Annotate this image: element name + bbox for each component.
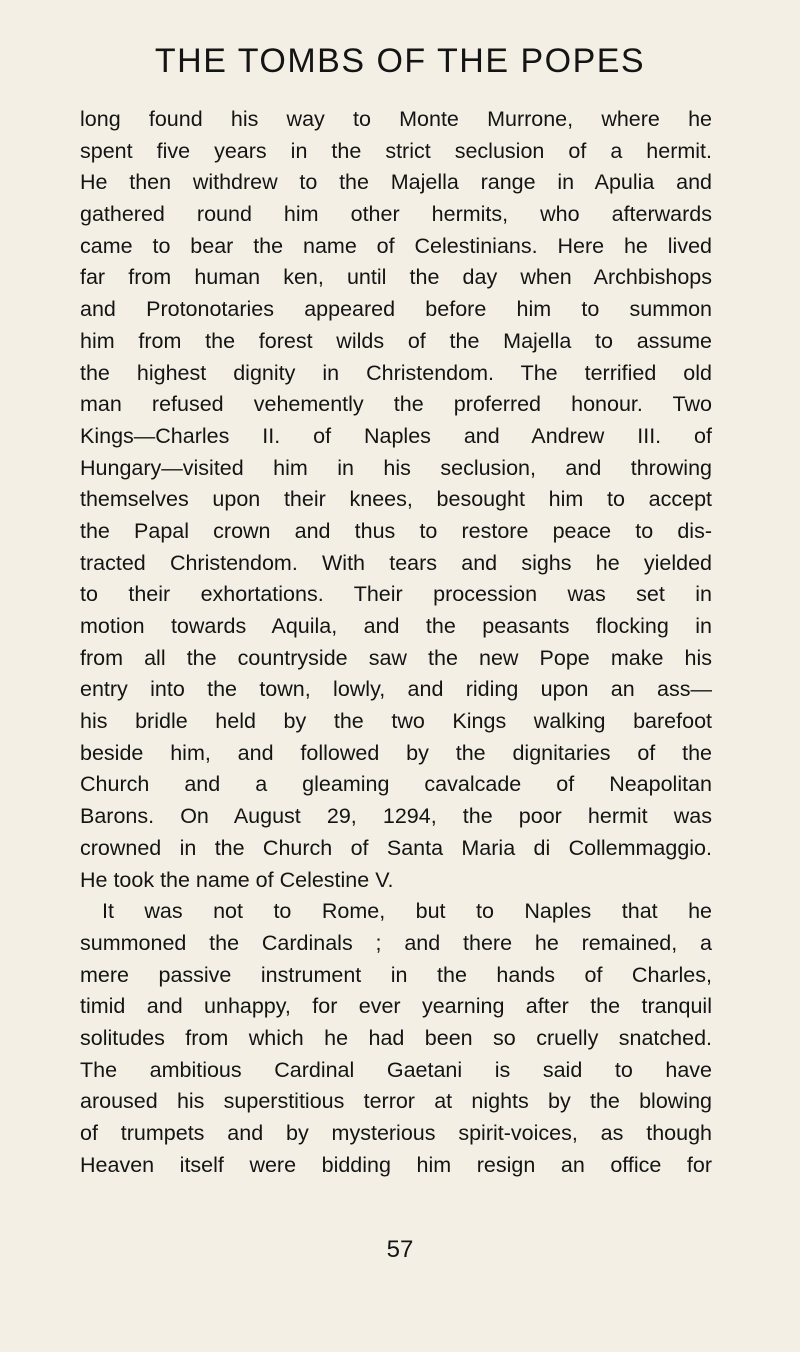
text-line: The ambitious Cardinal Gaetani is said to have [80,1057,712,1082]
text-line: Kings—Charles II. of Naples and Andrew III. of [80,423,712,448]
text-line: of trumpets and by mysterious spirit-voices, as though [80,1121,712,1145]
text-line: entry into the town, lowly, and riding upon an ass— [80,677,712,702]
body-text [80,104,712,1181]
text-line: came to bear the name of Celestinians. Here he lived [80,233,712,258]
running-head: THE TOMBS OF THE POPES [154,42,646,80]
text-line: long found his way to Monte Murrone, where he [80,107,712,131]
text-line: crowned in the Church of Santa Maria di Collemmaggio. [80,835,712,860]
text-line: gathered round him other hermits, who afterwards [80,202,712,227]
text-line: solitudes from which he had been so cruelly snatched. [80,1025,712,1050]
text-line: Church and a gleaming cavalcade of Neapolitan [80,772,712,797]
text-line: his bridle held by the two Kings walking barefoot [80,709,712,734]
text-line: from all the countryside saw the new Pope make his [80,645,712,670]
text-line: and Protonotaries appeared before him to summon [80,297,712,322]
page-number: 57 [386,1236,414,1263]
text-line: the highest dignity in Christendom. The terrified old [80,360,712,385]
text-line: Heaven itself were bidding him resign an office for [80,1152,712,1177]
text-line: tracted Christendom. With tears and sighs he yielded [80,550,712,575]
text-line: Hungary—visited him in his seclusion, and throwing [80,455,712,480]
text-line: him from the forest wilds of the Majella to assume [80,328,712,353]
text-line: Barons. On August 29, 1294, the poor hermit was [80,804,712,829]
text-line: spent five years in the strict seclusion of a hermit. [80,138,712,163]
text-line: timid and unhappy, for ever yearning after the tranquil [80,994,712,1019]
text-line: He then withdrew to the Majella range in Apulia and [80,170,712,195]
text-line: to their exhortations. Their procession was set in [80,582,712,607]
text-line: man refused vehemently the proferred honour. Two [80,392,712,417]
text-line: motion towards Aquila, and the peasants flocking in [80,614,712,638]
text-line: mere passive instrument in the hands of Charles, [80,962,712,987]
text-line: aroused his superstitious terror at nights by the blowing [80,1089,712,1114]
text-line: It was not to Rome, but to Naples that he [102,899,712,924]
text-line: the Papal crown and thus to restore peace to dis- [80,518,712,543]
text-line: He took the name of Celestine V. [80,867,394,892]
text-line: summoned the Cardinals ; and there he remained, a [80,930,712,955]
text-line: themselves upon their knees, besought him to accept [80,487,712,512]
text-line: far from human ken, until the day when Archbishops [80,265,712,290]
text-line: beside him, and followed by the dignitaries of the [80,740,712,765]
